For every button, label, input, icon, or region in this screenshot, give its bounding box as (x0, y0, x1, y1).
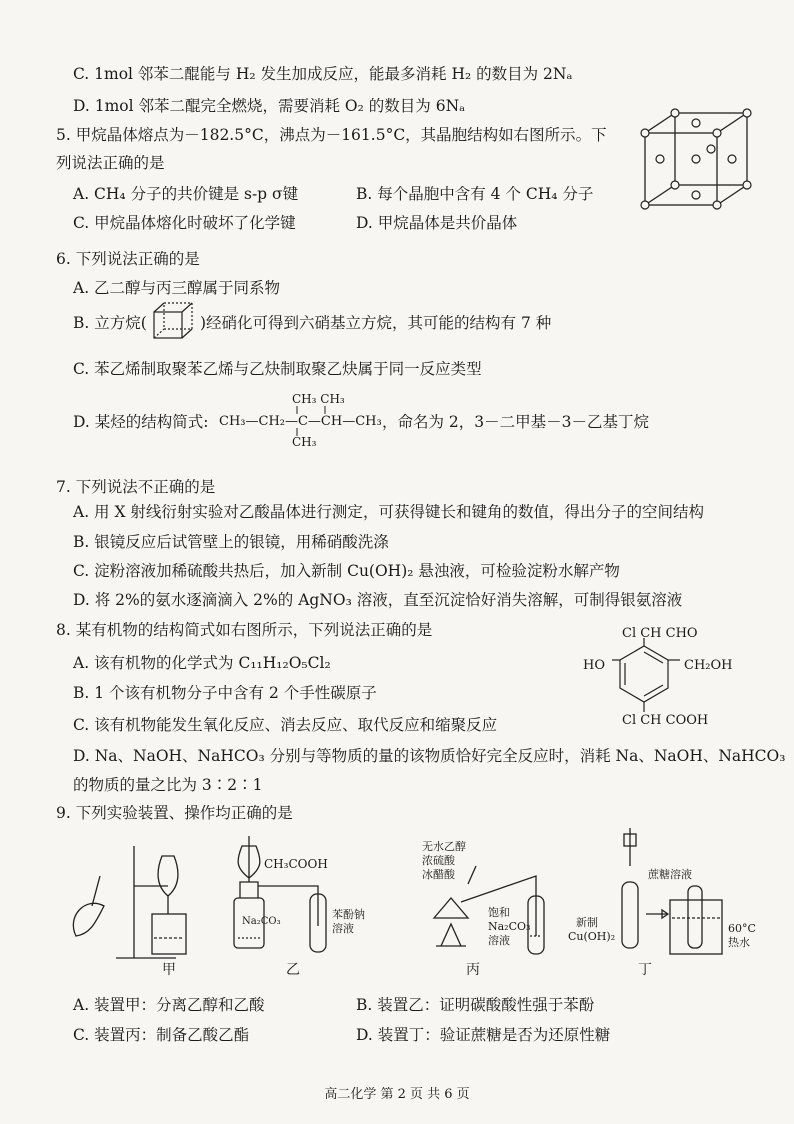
page-footer: 高二化学 第 2 页 共 6 页 (324, 1087, 470, 1102)
q8-option-b: B. 1 个该有机物分子中含有 2 个手性碳原子 (73, 684, 377, 702)
q8-option-c: C. 该有机物能发生氧化反应、消去反应、取代反应和缩聚反应 (73, 716, 498, 734)
label-na2co3: Na₂CO₃ (242, 916, 281, 927)
label-sat-3: 溶液 (488, 934, 510, 947)
q8-option-d-2: 的物质的量之比为 3∶2∶1 (73, 776, 263, 794)
q9-option-a: A. 装置甲：分离乙醇和乙酸 (73, 996, 265, 1014)
apparatus-figure (56, 826, 776, 976)
q8-struct-left: HO (583, 658, 605, 673)
label-phenolate-1: 苯酚钠 (332, 908, 365, 921)
q5-option-a: A. CH₄ 分子的共价键是 s-p σ键 (73, 185, 299, 203)
label-water-2: 热水 (728, 936, 750, 949)
q6-option-c: C. 苯乙烯制取聚苯乙烯与乙炔制取聚乙炔属于同一反应类型 (73, 360, 482, 378)
label-cuoh-2: Cu(OH)₂ (568, 930, 616, 943)
q5-option-b: B. 每个晶胞中含有 4 个 CH₄ 分子 (356, 185, 594, 203)
q5-stem-1: 5. 甲烷晶体熔点为－182.5°C，沸点为－161.5°C，其晶胞结构如右图所示。下 (56, 126, 607, 144)
label-bing: 丙 (466, 962, 480, 978)
q9-option-b: B. 装置乙：证明碳酸酸性强于苯酚 (356, 996, 595, 1014)
label-acetic: 冰醋酸 (422, 868, 455, 881)
label-ch3cooh: CH₃COOH (264, 857, 328, 871)
q8-option-d-1: D. Na、NaOH、NaHCO₃ 分别与等物质的量的该物质恰好完全反应时，消耗 Na、NaOH、NaHCO₃ (73, 747, 786, 765)
q8-stem: 8. 某有机物的结构简式如右图所示，下列说法正确的是 (56, 621, 433, 639)
label-ding: 丁 (638, 962, 652, 978)
q4-option-d: D. 1mol 邻苯二醌完全燃烧，需要消耗 O₂ 的数目为 6Nₐ (73, 97, 466, 115)
label-phenolate-2: 溶液 (332, 922, 354, 935)
q5-stem-2: 列说法正确的是 (56, 154, 165, 172)
q7-option-c: C. 淀粉溶液加稀硫酸共热后，加入新制 Cu(OH)₂ 悬浊液，可检验淀粉水解产物 (73, 562, 620, 580)
cubane-icon (150, 300, 198, 340)
methane-unit-cell-figure (640, 108, 760, 208)
label-cuoh-1: 新制 (576, 916, 598, 929)
q6-stem: 6. 下列说法正确的是 (56, 250, 200, 268)
label-sat-1: 饱和 (488, 906, 510, 919)
q8-struct-right: CH₂OH (684, 658, 733, 673)
q6-option-d-pre: D. 某烃的结构简式: (73, 413, 209, 431)
q8-struct-top: Cl CH CHO (622, 626, 698, 641)
label-yi: 乙 (286, 962, 300, 978)
q7-stem: 7. 下列说法不正确的是 (56, 478, 216, 496)
q6-formula-top: CH₃ CH₃ (292, 392, 345, 406)
q9-stem: 9. 下列实验装置、操作均正确的是 (56, 804, 293, 822)
q6-formula-bottom: CH₃ (292, 435, 317, 449)
q9-option-c: C. 装置丙：制备乙酸乙酯 (73, 1026, 250, 1044)
q7-option-a: A. 用 X 射线衍射实验对乙酸晶体进行测定，可获得键长和键角的数值，得出分子的空间结构 (73, 503, 704, 521)
q6-option-b-pre: B. 立方烷( (73, 314, 147, 332)
q8-option-a: A. 该有机物的化学式为 C₁₁H₁₂O₅Cl₂ (73, 654, 331, 672)
label-jia: 甲 (162, 962, 176, 978)
formula-bonds (290, 398, 350, 448)
q4-option-c: C. 1mol 邻苯二醌能与 H₂ 发生加成反应，能最多消耗 H₂ 的数目为 2Nₐ (73, 65, 573, 83)
benzene-ring-figure (604, 636, 684, 716)
q5-option-c: C. 甲烷晶体熔化时破坏了化学键 (73, 214, 296, 232)
label-water-1: 60°C (728, 922, 756, 935)
q6-option-b-post: )经硝化可得到六硝基立方烷，其可能的结构有 7 种 (200, 314, 552, 332)
q6-option-d-post: ，命名为 2，3－二甲基－3－乙基丁烷 (382, 413, 650, 431)
q7-option-d: D. 将 2%的氨水逐滴滴入 2%的 AgNO₃ 溶液，直至沉淀恰好消失溶解，可制得银氨溶液 (73, 591, 683, 609)
q9-option-d: D. 装置丁：验证蔗糖是否为还原性糖 (356, 1026, 611, 1044)
label-ethanol: 无水乙醇 (422, 840, 466, 853)
q5-option-d: D. 甲烷晶体是共价晶体 (356, 214, 518, 232)
label-sat-2: Na₂CO₃ (488, 920, 531, 933)
label-h2so4: 浓硫酸 (422, 854, 455, 867)
label-sucrose: 蔗糖溶液 (648, 868, 692, 881)
q6-option-a: A. 乙二醇与丙三醇属于同系物 (73, 279, 281, 297)
q8-struct-bottom: Cl CH COOH (622, 713, 709, 728)
q7-option-b: B. 银镜反应后试管壁上的银镜，用稀硝酸洗涤 (73, 533, 389, 551)
q6-formula-main: CH₃—CH₂—C—CH—CH₃ (219, 414, 382, 429)
